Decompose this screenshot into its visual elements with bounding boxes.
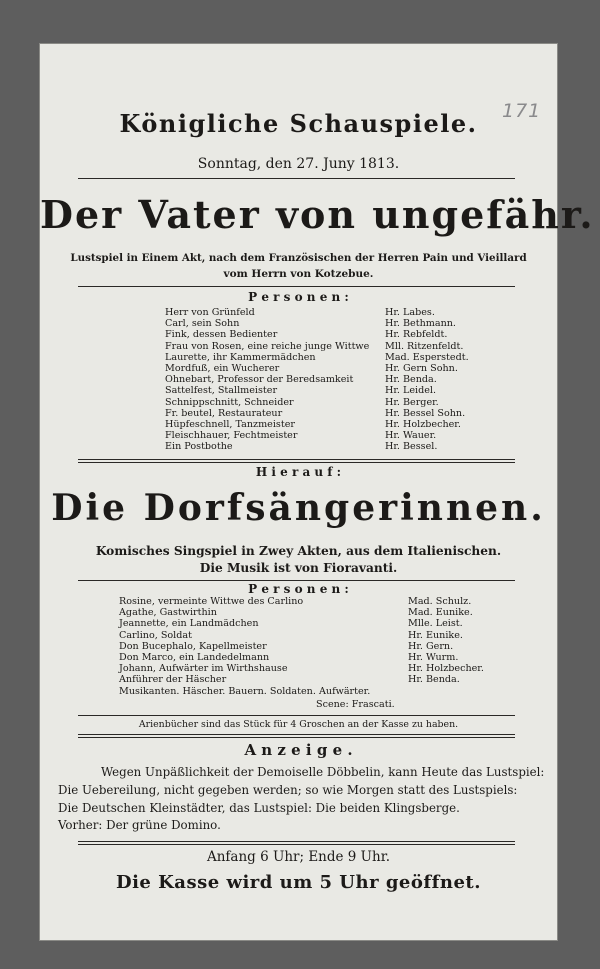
cast-role: Ein Postbothe <box>165 441 233 453</box>
cast-role: Fr. beutel, Restaurateur <box>165 407 283 419</box>
cast-actor: Mlle. Leist. <box>408 618 463 630</box>
divider-top <box>78 178 515 179</box>
cast-role: Mordfuß, ein Wucherer <box>165 362 280 374</box>
cast-role: Jeannette, ein Landmädchen <box>119 618 259 630</box>
anzeige-line-3: Die Deutschen Kleinstädter, das Lustspiel: Die beiden Klingsberge. <box>58 801 460 815</box>
play2-personen-heading: P e r s o n e n : <box>248 582 349 596</box>
play2-subtitle-1: Komisches Singspiel in Zwey Akten, aus dem Italienischen. <box>95 544 502 558</box>
anzeige-line-2: Die Uebereilung, nicht gegeben werden; so wie Morgen statt des Lustspiels: <box>58 783 518 797</box>
cast-actor: Hr. Holzbecher. <box>408 663 484 675</box>
play2-actors <box>408 596 484 697</box>
play1-title: Der Vater von ungefähr. <box>40 192 595 237</box>
cast-actor: Hr. Labes. <box>385 307 435 318</box>
cast-actor: Hr. Gern. <box>408 640 454 652</box>
cast-role: Don Marco, ein Landedelmann <box>119 651 270 663</box>
cast-actor: Hr. Benda. <box>385 374 437 386</box>
cast-actor <box>408 686 484 697</box>
libretto-note: Arienbücher sind das Stück für 4 Groschen an der Kasse zu haben. <box>138 719 459 730</box>
cast-role: Laurette, ihr Kammermädchen <box>165 351 316 363</box>
cast-role: Anführer der Häscher <box>119 674 227 686</box>
cast-actor: Mll. Ritzenfeldt. <box>385 340 464 352</box>
cast-role: Frau von Rosen, eine reiche junge Wittwe <box>165 340 370 352</box>
anzeige-heading: A n z e i g e . <box>244 741 353 759</box>
playbill-sheet <box>40 44 595 940</box>
divider-libretto-top <box>78 715 515 716</box>
cast-role: Fink, dessen Bedienter <box>165 329 278 341</box>
cast-actor: Hr. Wurm. <box>408 651 459 663</box>
cast-role: Agathe, Gastwirthin <box>119 607 217 619</box>
cast-role: Don Bucephalo, Kapellmeister <box>119 640 267 652</box>
cast-actor: Mad. Eunike. <box>408 607 473 619</box>
play2-roles <box>119 596 370 697</box>
divider-play1 <box>78 286 515 287</box>
play1-subtitle-1: Lustspiel in Einem Akt, nach dem Französischen der Herren Pain und Vieillard <box>70 252 527 264</box>
cast-role: Hüpfeschnell, Tanzmeister <box>165 418 295 430</box>
play1-roles <box>165 307 369 452</box>
cast-actor: Hr. Bessel Sohn. <box>385 407 466 419</box>
cast-actor: Mad. Schulz. <box>408 596 472 607</box>
play1-subtitle-2: vom Herrn von Kotzebue. <box>223 268 374 280</box>
cast-role: Fleischhauer, Fechtmeister <box>165 430 298 442</box>
box-office-opening: Die Kasse wird um 5 Uhr geöffnet. <box>115 872 481 893</box>
cast-actor: Mad. Esperstedt. <box>385 351 469 363</box>
anzeige-line-4: Vorher: Der grüne Domino. <box>58 818 221 832</box>
start-end-times: Anfang 6 Uhr; Ende 9 Uhr. <box>206 849 391 865</box>
divider-footer <box>78 841 515 845</box>
cast-actor: Hr. Gern Sohn. <box>385 362 458 374</box>
play2-scene: Scene: Frascati. <box>316 699 395 710</box>
play1-actors <box>385 307 469 452</box>
cast-actor: Hr. Bethmann. <box>385 318 456 330</box>
cast-actor: Hr. Eunike. <box>408 629 463 641</box>
cast-actor: Hr. Bessel. <box>385 441 438 453</box>
divider-play2 <box>78 580 515 581</box>
hierauf-label: H i e r a u f : <box>255 465 342 479</box>
cast-actor: Hr. Wauer. <box>385 430 437 442</box>
cast-role: Sattelfest, Stallmeister <box>165 385 278 397</box>
cast-role: Carl, sein Sohn <box>165 318 240 330</box>
cast-role: Johann, Aufwärter im Wirthshause <box>119 663 288 675</box>
cast-actor: Hr. Benda. <box>408 674 460 686</box>
anzeige-line-1: Wegen Unpäßlichkeit der Demoiselle Döbbelin, kann Heute das Lustspiel: <box>101 765 545 779</box>
cast-role: Schnippschnitt, Schneider <box>165 396 294 408</box>
divider-double-2 <box>78 734 515 738</box>
cast-role: Herr von Grünfeld <box>165 307 255 318</box>
play1-personen-heading: P e r s o n e n : <box>248 290 349 304</box>
cast-role: Musikanten. Häscher. Bauern. Soldaten. Aufwärter. <box>119 685 371 697</box>
cast-role: Ohnebart, Professor der Beredsamkeit <box>165 374 354 386</box>
play2-title: Die Dorfsängerinnen. <box>51 487 546 529</box>
divider-double-1 <box>78 459 515 463</box>
play2-subtitle-2: Die Musik ist von Fioravanti. <box>199 561 398 575</box>
cast-role: Carlino, Soldat <box>119 629 192 641</box>
cast-role: Rosine, vermeinte Wittwe des Carlino <box>119 596 304 607</box>
cast-actor: Hr. Holzbecher. <box>385 418 461 430</box>
cast-actor: Hr. Rebfeldt. <box>385 329 448 341</box>
cast-actor: Hr. Berger. <box>385 396 439 408</box>
theatre-name: Königliche Schauspiele. <box>119 109 478 138</box>
performance-date: Sonntag, den 27. Juny 1813. <box>197 156 400 172</box>
cast-actor: Hr. Leidel. <box>385 385 437 397</box>
archive-number: 171 <box>502 100 542 122</box>
